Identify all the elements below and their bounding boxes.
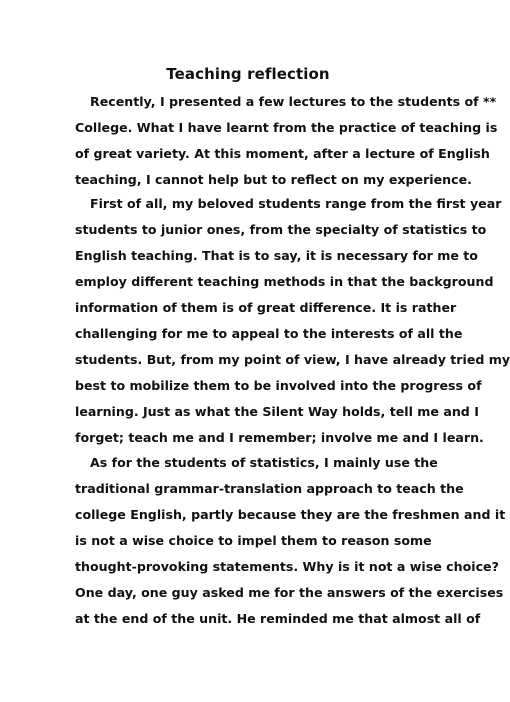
paragraph-3-line-3: college English, partly because they are the freshmen and it	[75, 507, 506, 522]
paragraph-3-line-4: is not a wise choice to impel them to reason some	[75, 533, 432, 548]
paragraph-3-line-6: One day, one guy asked me for the answers of the exercises	[75, 585, 504, 600]
paragraph-3-line-7: at the end of the unit. He reminded me that almost all of	[75, 611, 481, 626]
paragraph-1-line-2: College. What I have learnt from the practice of teaching is	[75, 120, 498, 135]
paragraph-1-line-3: of great variety. At this moment, after a lecture of English	[75, 146, 490, 161]
paragraph-2-line-6: challenging for me to appeal to the interests of all the	[75, 326, 463, 341]
paragraph-2-line-10: forget; teach me and I remember; involve me and I learn.	[75, 430, 484, 445]
paragraph-2-line-5: information of them is of great difference. It is rather	[75, 300, 457, 315]
paragraph-1-line-4: teaching, I cannot help but to reflect on my experience.	[75, 172, 472, 187]
paragraph-2-line-1: First of all, my beloved students range from the first year	[90, 196, 502, 211]
paragraph-2-line-2: students to junior ones, from the specialty of statistics to	[75, 222, 487, 237]
paragraph-2-line-7: students. But, from my point of view, I have already tried my	[75, 352, 510, 367]
paragraph-2-line-4: employ different teaching methods in that the background	[75, 274, 494, 289]
paragraph-3-line-5: thought-provoking statements. Why is it not a wise choice?	[75, 559, 499, 574]
document-title: Teaching reflection	[166, 65, 330, 83]
paragraph-2-line-3: English teaching. That is to say, it is necessary for me to	[75, 248, 478, 263]
paragraph-2-line-8: best to mobilize them to be involved into the progress of	[75, 378, 482, 393]
paragraph-3-line-2: traditional grammar-translation approach to teach the	[75, 481, 464, 496]
paragraph-2-line-9: learning. Just as what the Silent Way holds, tell me and I	[75, 404, 479, 419]
paragraph-1-line-1: Recently, I presented a few lectures to the students of **	[90, 94, 497, 109]
paragraph-3-line-1: As for the students of statistics, I mainly use the	[90, 455, 438, 470]
